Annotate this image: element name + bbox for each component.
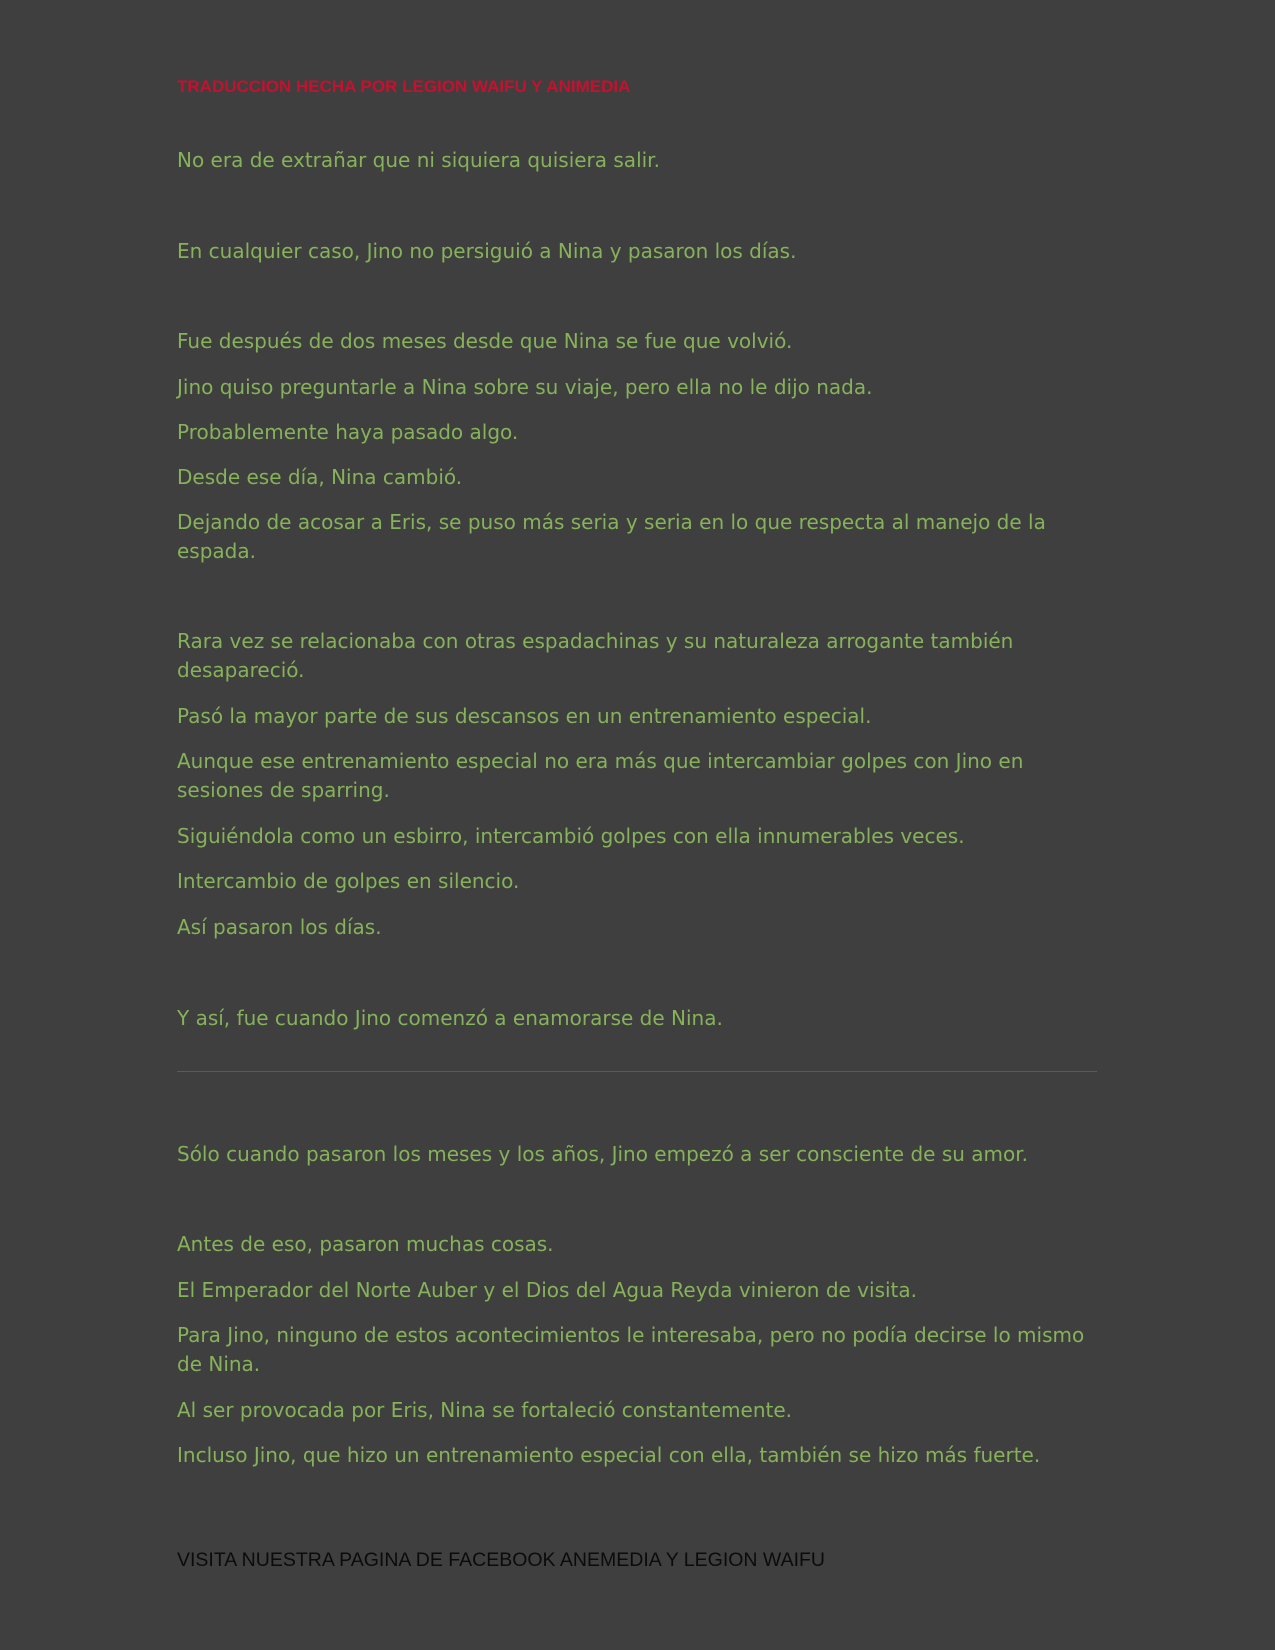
paragraph: Siguiéndola como un esbirro, intercambió golpes con ella innumerables veces. (177, 824, 965, 848)
paragraph: Jino quiso preguntarle a Nina sobre su viaje, pero ella no le dijo nada. (177, 375, 873, 399)
facebook-promo: VISITA NUESTRA PAGINA DE FACEBOOK ANEMEDIA Y LEGION WAIFU (177, 1549, 826, 1571)
paragraph: Aunque ese entrenamiento especial no era más que intercambiar golpes con Jino en sesiones de sparring. (177, 749, 1024, 802)
translation-credit: TRADUCCION HECHA POR LEGION WAIFU Y ANIMEDIA (177, 77, 631, 96)
section-divider (177, 1071, 1097, 1072)
paragraph: Así pasaron los días. (177, 915, 382, 939)
paragraph: Rara vez se relacionaba con otras espadachinas y su naturaleza arrogante también desapareció. (177, 629, 1014, 682)
paragraph: Y así, fue cuando Jino comenzó a enamorarse de Nina. (177, 1006, 723, 1030)
paragraph: Dejando de acosar a Eris, se puso más seria y seria en lo que respecta al manejo de la espada. (177, 510, 1046, 563)
paragraph: Al ser provocada por Eris, Nina se fortaleció constantemente. (177, 1398, 793, 1422)
paragraph: Probablemente haya pasado algo. (177, 420, 519, 444)
paragraph: Desde ese día, Nina cambió. (177, 465, 463, 489)
paragraph: Antes de eso, pasaron muchas cosas. (177, 1232, 554, 1256)
paragraph: Intercambio de golpes en silencio. (177, 869, 520, 893)
paragraph: Pasó la mayor parte de sus descansos en un entrenamiento especial. (177, 704, 872, 728)
paragraph: No era de extrañar que ni siquiera quisiera salir. (177, 148, 660, 172)
paragraph: Fue después de dos meses desde que Nina se fue que volvió. (177, 329, 793, 353)
paragraph: El Emperador del Norte Auber y el Dios del Agua Reyda vinieron de visita. (177, 1278, 918, 1302)
paragraph: Para Jino, ninguno de estos acontecimientos le interesaba, pero no podía decirse lo mismo de Nina. (177, 1323, 1085, 1376)
paragraph: Sólo cuando pasaron los meses y los años, Jino empezó a ser consciente de su amor. (177, 1142, 1028, 1166)
paragraph: En cualquier caso, Jino no persiguió a Nina y pasaron los días. (177, 239, 797, 263)
paragraph: Incluso Jino, que hizo un entrenamiento especial con ella, también se hizo más fuerte. (177, 1443, 1041, 1467)
